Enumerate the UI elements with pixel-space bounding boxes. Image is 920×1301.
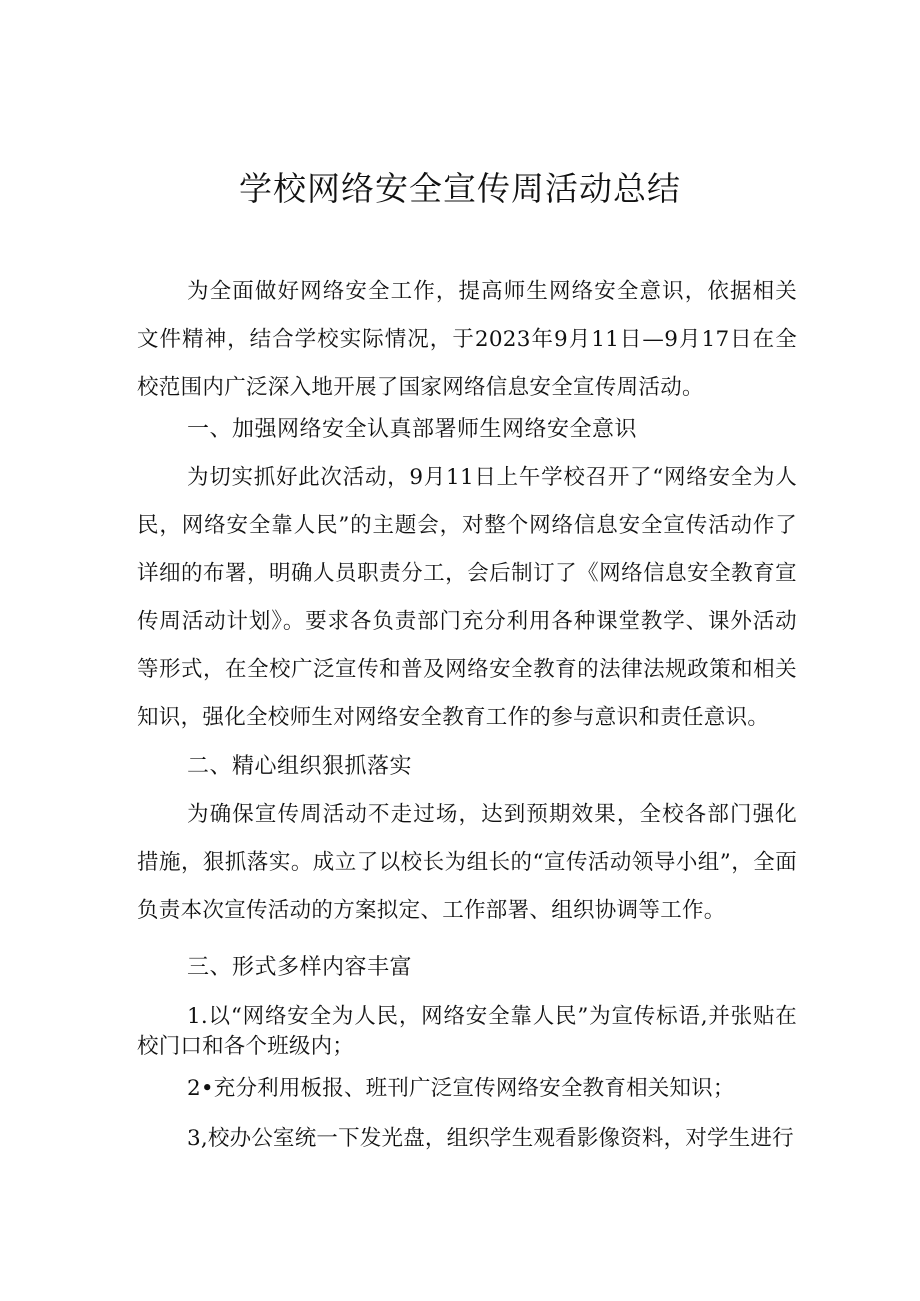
list-item: 3,校办公室统一下发光盘，组织学生观看影像资料，对学生进行	[187, 1126, 794, 1151]
intro-paragraph: 为全面做好网络安全工作，提高师生网络安全意识，依据相关文件精神，结合学校实际情况，于2023年9月11日—9月17日在全校范围内广泛深入地开展了国家网络信息安全宣传周活动。	[137, 279, 797, 400]
list-item: 1.以“网络安全为人民，网络安全靠人民”为宣传标语,并张贴在校门口和各个班级内；	[137, 1004, 797, 1059]
list-item: 2•充分利用板报、班刊广泛宣传网络安全教育相关知识；	[187, 1076, 735, 1101]
section-1-body: 为切实抓好此次活动，9月11日上午学校召开了“网络安全为人民，网络安全靠人民”的主题会，对整个网络信息安全宣传活动作了详细的布署，明确人员职责分工，会后制订了《网络信息安全教育宣传周活动计划》。要求各负责部门充分利用各种课堂教学、课外活动等形式，在全校广泛宣传和普及网络安全教育的法律法规政策和相关知识，强化全校师生对网络安全教育工作的参与意识和责任意识。	[137, 465, 797, 730]
document-title: 学校网络安全宣传周活动总结	[239, 169, 681, 208]
section-2-heading: 二、精心组织狠抓落实	[187, 754, 413, 779]
section-2-body: 为确保宣传周活动不走过场，达到预期效果，全校各部门强化措施，狠抓落实。成立了以校长为组长的“宣传活动领导小组”，全面负责本次宣传活动的方案拟定、工作部署、组织协调等工作。	[137, 802, 797, 923]
section-3-heading: 三、形式多样内容丰富	[187, 955, 413, 980]
section-1-heading: 一、加强网络安全认真部署师生网络安全意识	[187, 417, 638, 442]
